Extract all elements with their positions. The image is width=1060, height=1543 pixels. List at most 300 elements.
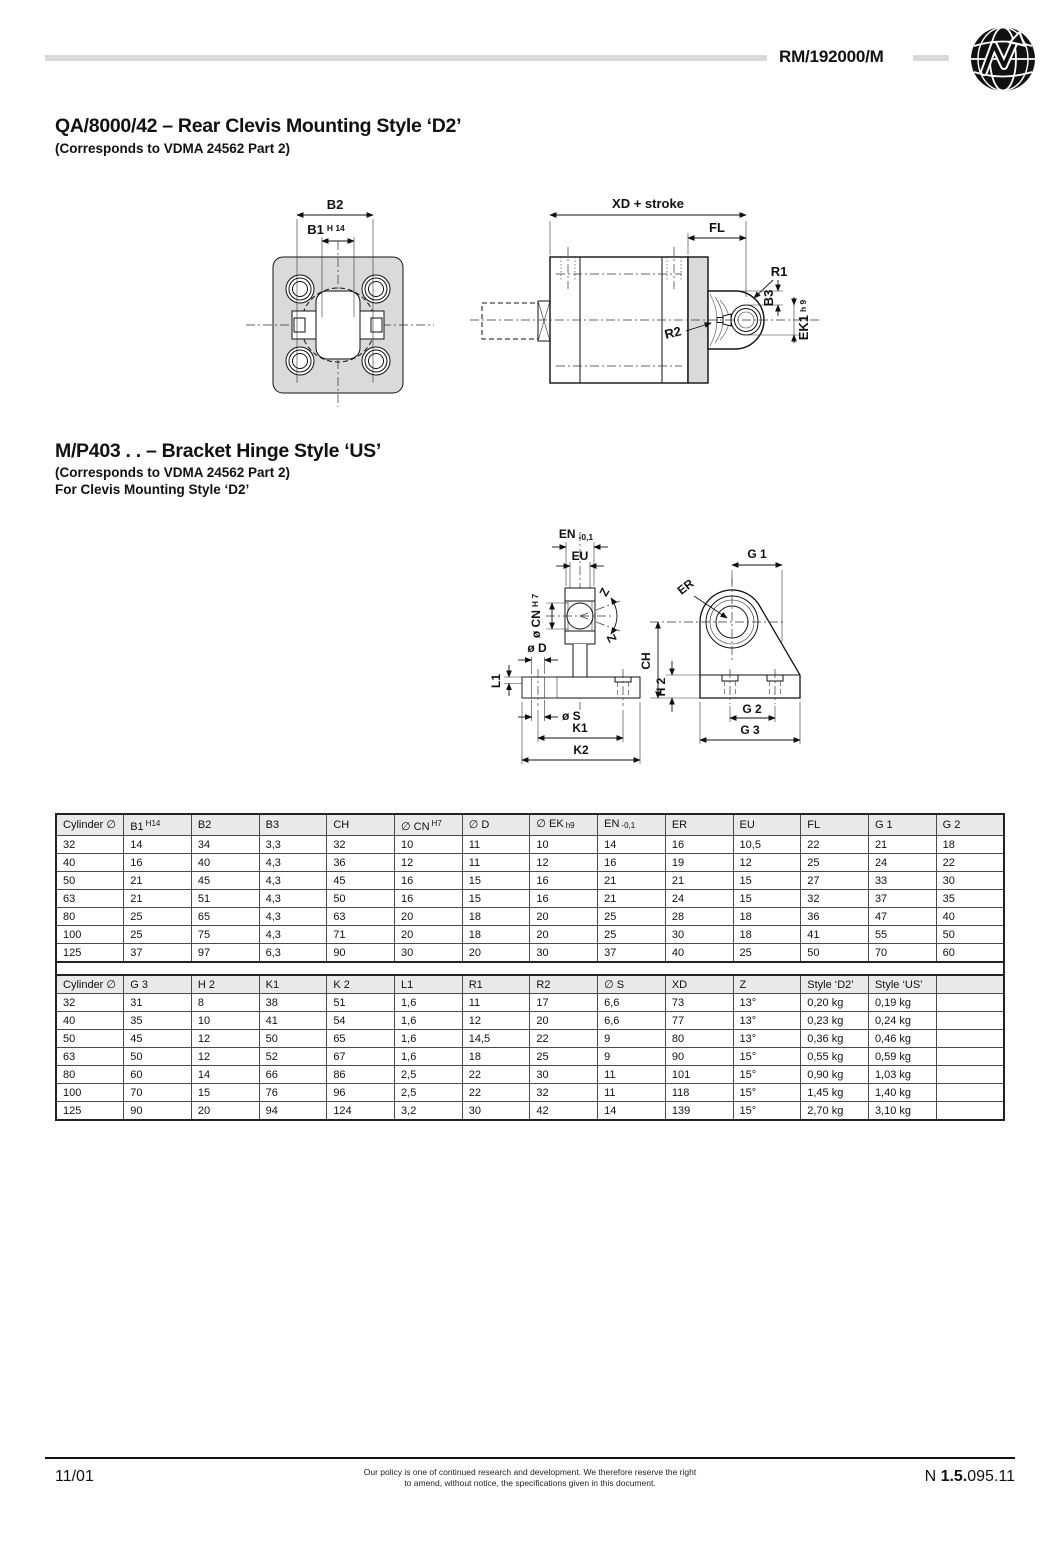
table-cell: 50	[327, 890, 395, 908]
table-cell: 16	[395, 890, 463, 908]
table-cell: 21	[868, 836, 936, 854]
table-cell: 50	[56, 1030, 124, 1048]
footer-rule	[45, 1457, 1015, 1459]
table-cell: 100	[56, 1084, 124, 1102]
table-cell: 0,23 kg	[801, 1012, 869, 1030]
table-cell: 11	[462, 994, 530, 1012]
spec-table	[55, 813, 1005, 963]
table-cell: 0,20 kg	[801, 994, 869, 1012]
column-header: B1 $^{H14}$	[124, 814, 192, 836]
document-code: RM/192000/M	[779, 47, 884, 66]
table-cell: 3,3	[259, 836, 327, 854]
table-cell: 94	[259, 1102, 327, 1121]
dim-label-er: ER	[674, 576, 697, 598]
table-cell: 60	[936, 944, 1004, 963]
table-cell: 18	[733, 908, 801, 926]
table-cell: 40	[191, 854, 259, 872]
table-row	[56, 908, 1004, 926]
table-cell: 27	[801, 872, 869, 890]
table-cell: 45	[327, 872, 395, 890]
table-cell: 19	[665, 854, 733, 872]
table-cell: 30	[530, 944, 598, 963]
table-cell: 25	[124, 908, 192, 926]
table-cell: 13°	[733, 994, 801, 1012]
table-cell: 31	[124, 994, 192, 1012]
dim-label-b3: B3	[761, 289, 776, 307]
column-header: ∅ CN $^{H7}$	[395, 814, 463, 836]
table-cell: 66	[259, 1066, 327, 1084]
table-cell: 77	[665, 1012, 733, 1030]
section2-subtitle2: For Clevis Mounting Style ‘D2’	[55, 482, 250, 497]
table-cell: 125	[56, 1102, 124, 1121]
table-cell: 73	[665, 994, 733, 1012]
table-cell: 14	[598, 836, 666, 854]
table-cell: 50	[56, 872, 124, 890]
clevis-side-view	[470, 196, 822, 383]
table-cell: 20	[395, 908, 463, 926]
table-cell: 1,6	[395, 1048, 463, 1066]
table-cell: 96	[327, 1084, 395, 1102]
dim-label-en-tolerance: -0,1	[578, 532, 594, 542]
table-cell: 4,3	[259, 854, 327, 872]
table-cell: 2,5	[395, 1066, 463, 1084]
column-header: Style ‘US’	[868, 975, 936, 994]
table-cell: 41	[259, 1012, 327, 1030]
table-cell: 25	[733, 944, 801, 963]
table-cell: 14,5	[462, 1030, 530, 1048]
clevis-mounting-drawing	[230, 185, 860, 410]
table-cell: 11	[462, 854, 530, 872]
table-cell: 24	[665, 890, 733, 908]
table-cell: 6,6	[598, 994, 666, 1012]
table-cell: 10	[395, 836, 463, 854]
table-row	[56, 994, 1004, 1012]
table-cell: 65	[327, 1030, 395, 1048]
table-cell: 12	[395, 854, 463, 872]
dim-label-g2: G 2	[742, 702, 762, 716]
table-cell: 13°	[733, 1012, 801, 1030]
table-row	[56, 1084, 1004, 1102]
table-cell: 16	[530, 890, 598, 908]
table-cell: 21	[124, 890, 192, 908]
table-cell: 12	[462, 1012, 530, 1030]
column-header: K 2	[327, 975, 395, 994]
table-cell: 55	[868, 926, 936, 944]
table-cell: 76	[259, 1084, 327, 1102]
footer-policy-text	[280, 1467, 780, 1489]
table-cell: 0,24 kg	[868, 1012, 936, 1030]
table-cell: 38	[259, 994, 327, 1012]
table-cell: 20	[530, 1012, 598, 1030]
table-cell: 125	[56, 944, 124, 963]
table-cell: 1,03 kg	[868, 1066, 936, 1084]
table-cell: 6,6	[598, 1012, 666, 1030]
table-cell: 71	[327, 926, 395, 944]
table-cell: 32	[327, 836, 395, 854]
dim-label-ch: CH	[639, 652, 653, 670]
table-cell: 15	[191, 1084, 259, 1102]
table-cell: 32	[56, 994, 124, 1012]
table-cell: 16	[395, 872, 463, 890]
table-cell: 4,3	[259, 890, 327, 908]
table-cell: 2,5	[395, 1084, 463, 1102]
dimension-tables	[55, 813, 1005, 1121]
dim-label-k2: K2	[573, 743, 589, 757]
dim-label-g3: G 3	[740, 723, 760, 737]
table-cell: 3,10 kg	[868, 1102, 936, 1121]
column-header: G 2	[936, 814, 1004, 836]
table-cell: 22	[530, 1030, 598, 1048]
table-cell: 12	[191, 1030, 259, 1048]
bracket-hinge-drawing	[480, 520, 840, 780]
table-cell: 16	[665, 836, 733, 854]
table-cell: 50	[259, 1030, 327, 1048]
table-cell: 63	[327, 908, 395, 926]
table-cell: 51	[191, 890, 259, 908]
table-cell: 25	[801, 854, 869, 872]
table-cell: 12	[530, 854, 598, 872]
table-cell: 15°	[733, 1066, 801, 1084]
table-cell: 0,59 kg	[868, 1048, 936, 1066]
bracket-side-view	[639, 547, 800, 744]
table-cell: 118	[665, 1084, 733, 1102]
table-cell: 70	[868, 944, 936, 963]
dim-label-z-bottom: Z	[603, 631, 620, 645]
table-cell: 21	[598, 872, 666, 890]
table-cell: 42	[530, 1102, 598, 1121]
table-cell: 4,3	[259, 926, 327, 944]
header-rule-right	[913, 55, 949, 61]
table-cell: 90	[124, 1102, 192, 1121]
table-cell: 0,90 kg	[801, 1066, 869, 1084]
column-header: K1	[259, 975, 327, 994]
column-header: CH	[327, 814, 395, 836]
table-cell: 18	[462, 926, 530, 944]
table-cell: 21	[665, 872, 733, 890]
table-cell: 18	[462, 1048, 530, 1066]
table-cell: 34	[191, 836, 259, 854]
footer-policy-line1: Our policy is one of continued research and development. We therefore reserve the right	[363, 1467, 697, 1477]
dim-label-b1: B1	[307, 222, 324, 237]
section1-subtitle: (Corresponds to VDMA 24562 Part 2)	[55, 141, 291, 156]
table-cell: 63	[56, 890, 124, 908]
column-header	[936, 975, 1004, 994]
section2-subtitle1: (Corresponds to VDMA 24562 Part 2)	[55, 465, 291, 480]
table-cell: 63	[56, 1048, 124, 1066]
table-cell: 10,5	[733, 836, 801, 854]
table-cell: 9	[598, 1030, 666, 1048]
table-cell: 1,6	[395, 1012, 463, 1030]
table-cell: 2,70 kg	[801, 1102, 869, 1121]
table-cell	[936, 1048, 1004, 1066]
table-cell: 20	[191, 1102, 259, 1121]
table-cell: 45	[124, 1030, 192, 1048]
footer-page-reference	[885, 1468, 1015, 1486]
table-cell: 33	[868, 872, 936, 890]
table-cell: 15°	[733, 1102, 801, 1121]
table-cell: 18	[733, 926, 801, 944]
table-cell: 6,3	[259, 944, 327, 963]
table-cell: 32	[56, 836, 124, 854]
table-cell: 80	[665, 1030, 733, 1048]
table-row	[56, 1030, 1004, 1048]
table-cell: 97	[191, 944, 259, 963]
column-header: ∅ S	[598, 975, 666, 994]
header-rule-left	[45, 55, 767, 61]
table-cell: 35	[936, 890, 1004, 908]
table-cell: 1,6	[395, 994, 463, 1012]
table-cell: 51	[327, 994, 395, 1012]
dimension-table-2	[55, 974, 1005, 1121]
dim-label-xd: XD + stroke	[612, 196, 684, 211]
table-cell: 10	[530, 836, 598, 854]
table-cell: 9	[598, 1048, 666, 1066]
table-cell: 4,3	[259, 872, 327, 890]
column-header: B2	[191, 814, 259, 836]
table-cell: 14	[124, 836, 192, 854]
table-cell: 15	[733, 872, 801, 890]
dim-label-h2: H 2	[654, 677, 668, 697]
table-cell: 25	[598, 926, 666, 944]
table-cell: 40	[936, 908, 1004, 926]
table-cell: 4,3	[259, 908, 327, 926]
table-cell: 16	[124, 854, 192, 872]
table-cell: 54	[327, 1012, 395, 1030]
table-cell: 50	[936, 926, 1004, 944]
dim-label-z-top: Z	[596, 585, 613, 599]
table-cell: 86	[327, 1066, 395, 1084]
table-cell: 22	[462, 1066, 530, 1084]
footer-date-code: 11/01	[55, 1468, 94, 1485]
table-cell: 16	[530, 872, 598, 890]
table-cell: 40	[56, 1012, 124, 1030]
section2-title: M/P403 . . – Bracket Hinge Style ‘US’	[55, 440, 381, 462]
table-cell: 30	[665, 926, 733, 944]
table-cell: 80	[56, 1066, 124, 1084]
column-header: Cylinder ∅	[56, 975, 124, 994]
table-cell: 11	[598, 1084, 666, 1102]
table-cell: 12	[733, 854, 801, 872]
column-header: XD	[665, 975, 733, 994]
table-cell: 21	[598, 890, 666, 908]
table-cell: 20	[462, 944, 530, 963]
column-header: Z	[733, 975, 801, 994]
table-cell: 50	[801, 944, 869, 963]
table-cell: 36	[801, 908, 869, 926]
column-header: G 3	[124, 975, 192, 994]
dim-label-l1: L1	[489, 673, 503, 689]
dim-label-r1: R1	[770, 264, 788, 279]
svg-text:ø CNH 7	[529, 594, 543, 639]
dim-label-r2: R2	[663, 323, 683, 342]
table-cell: 12	[191, 1048, 259, 1066]
dim-label-s: ø S	[562, 709, 581, 723]
table-cell: 37	[868, 890, 936, 908]
table-cell: 25	[598, 908, 666, 926]
bracket-front-view	[489, 527, 640, 764]
table-cell: 25	[124, 926, 192, 944]
table-cell: 65	[191, 908, 259, 926]
column-header: Style ‘D2’	[801, 975, 869, 994]
table-cell: 20	[395, 926, 463, 944]
table-row	[56, 944, 1004, 963]
dim-label-d: ø D	[527, 641, 547, 655]
table-cell: 50	[124, 1048, 192, 1066]
dim-label-cn-tolerance: H 7	[530, 593, 540, 608]
column-header: ∅ EK h9	[530, 814, 598, 836]
column-header: G 1	[868, 814, 936, 836]
column-header: R1	[462, 975, 530, 994]
table-cell: 10	[191, 1012, 259, 1030]
table-cell: 15	[733, 890, 801, 908]
table-cell: 139	[665, 1102, 733, 1121]
table-cell: 15°	[733, 1084, 801, 1102]
table-cell	[936, 1066, 1004, 1084]
table-cell: 11	[598, 1066, 666, 1084]
table-row	[56, 872, 1004, 890]
column-header: L1	[395, 975, 463, 994]
column-header: R2	[530, 975, 598, 994]
table-cell: 52	[259, 1048, 327, 1066]
dim-label-k1: K1	[572, 721, 588, 735]
table-cell: 80	[56, 908, 124, 926]
spec-table	[55, 974, 1005, 1121]
norgren-logo	[965, 24, 1041, 94]
dim-label-cn: ø CN	[529, 610, 543, 639]
table-cell: 90	[327, 944, 395, 963]
dim-label-eu: EU	[571, 549, 589, 563]
column-header: ∅ D	[462, 814, 530, 836]
table-cell: 47	[868, 908, 936, 926]
svg-text:EK1h 9	[796, 299, 811, 340]
table-cell: 3,2	[395, 1102, 463, 1121]
table-cell: 15	[462, 872, 530, 890]
footer-policy-line2: to amend, without notice, the specifications given in this document.	[404, 1478, 656, 1488]
dim-label-b1-tolerance: H 14	[326, 223, 345, 233]
table-cell: 35	[124, 1012, 192, 1030]
table-cell: 21	[124, 872, 192, 890]
table-cell: 70	[124, 1084, 192, 1102]
table-cell: 11	[462, 836, 530, 854]
table-row	[56, 1066, 1004, 1084]
table-cell	[936, 1030, 1004, 1048]
table-cell: 1,45 kg	[801, 1084, 869, 1102]
table-cell: 67	[327, 1048, 395, 1066]
table-row	[56, 890, 1004, 908]
table-cell	[936, 1012, 1004, 1030]
table-cell: 40	[665, 944, 733, 963]
table-row	[56, 836, 1004, 854]
table-cell: 37	[124, 944, 192, 963]
table-cell	[936, 994, 1004, 1012]
dim-label-en: EN	[558, 527, 576, 541]
table-cell: 30	[936, 872, 1004, 890]
column-header: FL	[801, 814, 869, 836]
clevis-front-view	[246, 197, 434, 407]
dimension-table-1	[55, 813, 1005, 963]
table-cell: 37	[598, 944, 666, 963]
column-header: EN -0,1	[598, 814, 666, 836]
table-cell: 101	[665, 1066, 733, 1084]
table-cell: 20	[530, 926, 598, 944]
table-cell: 18	[936, 836, 1004, 854]
dim-label-fl: FL	[709, 220, 725, 235]
table-cell: 17	[530, 994, 598, 1012]
table-row	[56, 1102, 1004, 1121]
table-cell: 22	[462, 1084, 530, 1102]
page-ref-suffix: 095.11	[967, 1468, 1015, 1485]
dim-label-ek1-tolerance: h 9	[798, 299, 808, 312]
table-cell: 41	[801, 926, 869, 944]
table-cell: 32	[530, 1084, 598, 1102]
table-cell: 8	[191, 994, 259, 1012]
column-header: H 2	[191, 975, 259, 994]
table-cell: 0,46 kg	[868, 1030, 936, 1048]
column-header: B3	[259, 814, 327, 836]
table-cell: 0,36 kg	[801, 1030, 869, 1048]
table-cell: 30	[530, 1066, 598, 1084]
table-cell: 32	[801, 890, 869, 908]
table-cell: 30	[395, 944, 463, 963]
table-cell	[936, 1084, 1004, 1102]
table-cell: 40	[56, 854, 124, 872]
table-cell: 16	[598, 854, 666, 872]
table-cell: 90	[665, 1048, 733, 1066]
column-header: Cylinder ∅	[56, 814, 124, 836]
table-cell: 14	[191, 1066, 259, 1084]
table-cell: 22	[936, 854, 1004, 872]
table-cell: 75	[191, 926, 259, 944]
table-cell: 1,40 kg	[868, 1084, 936, 1102]
table-cell: 1,6	[395, 1030, 463, 1048]
table-separator	[55, 963, 1005, 974]
table-cell: 18	[462, 908, 530, 926]
table-cell: 28	[665, 908, 733, 926]
table-row	[56, 1048, 1004, 1066]
table-row	[56, 1012, 1004, 1030]
table-cell: 124	[327, 1102, 395, 1121]
table-cell: 20	[530, 908, 598, 926]
table-cell: 60	[124, 1066, 192, 1084]
table-cell	[936, 1102, 1004, 1121]
section1-title: QA/8000/42 – Rear Clevis Mounting Style ‘D2’	[55, 115, 462, 137]
table-cell: 0,19 kg	[868, 994, 936, 1012]
table-cell: 24	[868, 854, 936, 872]
dim-label-ek1: EK1	[796, 314, 811, 341]
table-cell: 100	[56, 926, 124, 944]
table-cell: 15	[462, 890, 530, 908]
column-header: EU	[733, 814, 801, 836]
table-cell: 14	[598, 1102, 666, 1121]
page-ref-prefix: N	[924, 1468, 941, 1485]
dim-label-b2: B2	[326, 197, 344, 212]
page-ref-bold: 1.5.	[940, 1468, 968, 1485]
table-cell: 36	[327, 854, 395, 872]
svg-text:B1H 14	[307, 222, 345, 237]
table-cell: 13°	[733, 1030, 801, 1048]
table-cell: 15°	[733, 1048, 801, 1066]
table-cell: 0,55 kg	[801, 1048, 869, 1066]
column-header: ER	[665, 814, 733, 836]
svg-text:EN-0,1	[559, 527, 594, 542]
table-cell: 22	[801, 836, 869, 854]
table-row	[56, 854, 1004, 872]
dim-label-g1: G 1	[747, 547, 767, 561]
table-cell: 30	[462, 1102, 530, 1121]
table-cell: 25	[530, 1048, 598, 1066]
table-row	[56, 926, 1004, 944]
table-cell: 45	[191, 872, 259, 890]
